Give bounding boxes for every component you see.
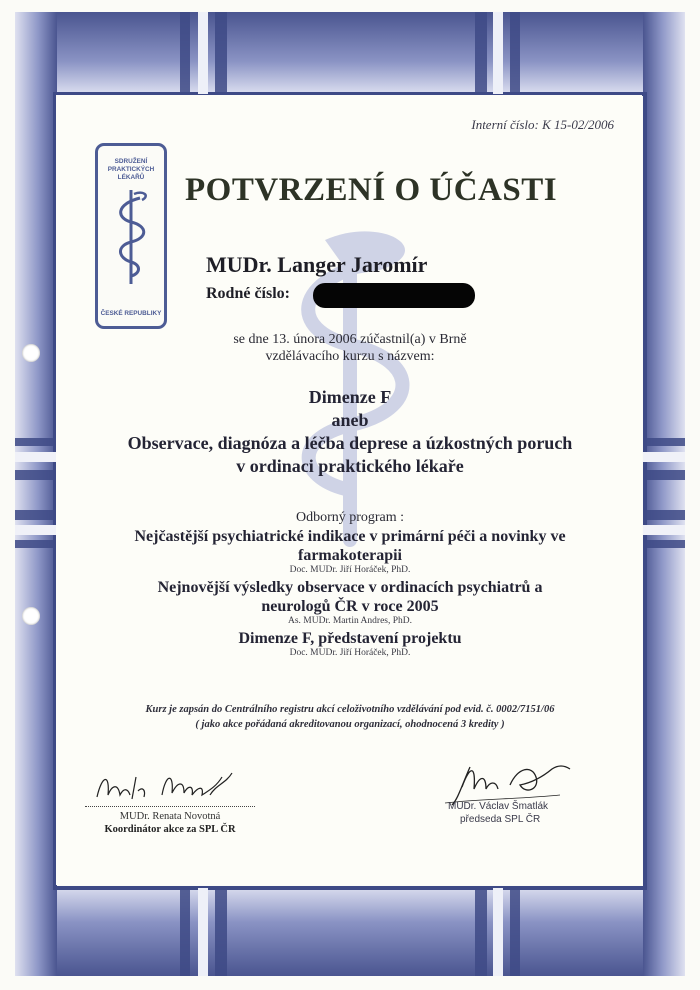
intro-line: se dne 13. února 2006 zúčastnil(a) v Brně — [233, 332, 467, 347]
course-line: Dimenze F — [308, 387, 392, 407]
registration-line: Kurz je zapsán do Centrálního registru akcí celoživotního vzdělávání pod evid. č. 0002/7151/06 — [145, 704, 555, 715]
program-list — [60, 527, 640, 659]
internal-number: Interní číslo: K 15-02/2006 — [471, 117, 614, 132]
caduceus-icon — [110, 186, 152, 286]
recipient-name: MUDr. Langer Jaromír — [206, 252, 428, 277]
spl-logo — [95, 143, 167, 329]
logo-bottom-text: ČESKÉ REPUBLIKY — [100, 310, 162, 317]
signature-line — [85, 768, 255, 807]
course-title — [60, 386, 640, 478]
page-title: POTVRZENÍ O ÚČASTI — [185, 172, 558, 208]
course-line: aneb — [331, 410, 369, 430]
signature-block-right — [448, 760, 588, 826]
program-label: Odborný program : — [295, 510, 405, 525]
intro-text — [60, 331, 640, 365]
signatory-name: MUDr. Václav Šmatlák — [448, 801, 549, 812]
signatory-role: předseda SPL ČR — [460, 814, 541, 825]
program-title: Dimenze F, představení projektu — [238, 630, 462, 647]
program-lecturer: Doc. MUDr. Jiří Horáček, PhD. — [289, 565, 411, 575]
program-lecturer: As. MUDr. Martin Andres, PhD. — [287, 616, 413, 626]
punch-hole — [22, 607, 40, 625]
birth-number-label: Rodné číslo: — [206, 285, 290, 302]
signature-block-left — [85, 768, 255, 836]
program-title: neurologů ČR v roce 2005 — [261, 598, 439, 615]
course-line: v ordinaci praktického lékaře — [236, 456, 464, 476]
redaction-bar — [313, 283, 475, 308]
program-lecturer: Doc. MUDr. Jiří Horáček, PhD. — [289, 648, 411, 658]
intro-line: vzdělávacího kurzu s názvem: — [265, 349, 435, 364]
punch-hole — [22, 344, 40, 362]
signatory-name: MUDr. Renata Novotná — [119, 811, 221, 822]
course-line: Observace, diagnóza a léčba deprese a úzkostných poruch — [127, 433, 573, 453]
program-title: Nejčastější psychiatrické indikace v primární péči a novinky ve — [134, 528, 566, 545]
program-title: Nejnovější výsledky observace v ordinacích psychiatrů a — [157, 579, 543, 596]
program-title: farmakoterapii — [298, 547, 402, 564]
logo-top-text: SDRUŽENÍ PRAKTICKÝCH LÉKAŘŮ — [107, 158, 155, 181]
registration-line: ( jako akce pořádaná akreditovanou organizací, ohodnocená 3 kredity ) — [195, 719, 505, 730]
registration-note — [60, 702, 640, 732]
signatory-role: Koordinátor akce za SPL ČR — [104, 824, 236, 835]
